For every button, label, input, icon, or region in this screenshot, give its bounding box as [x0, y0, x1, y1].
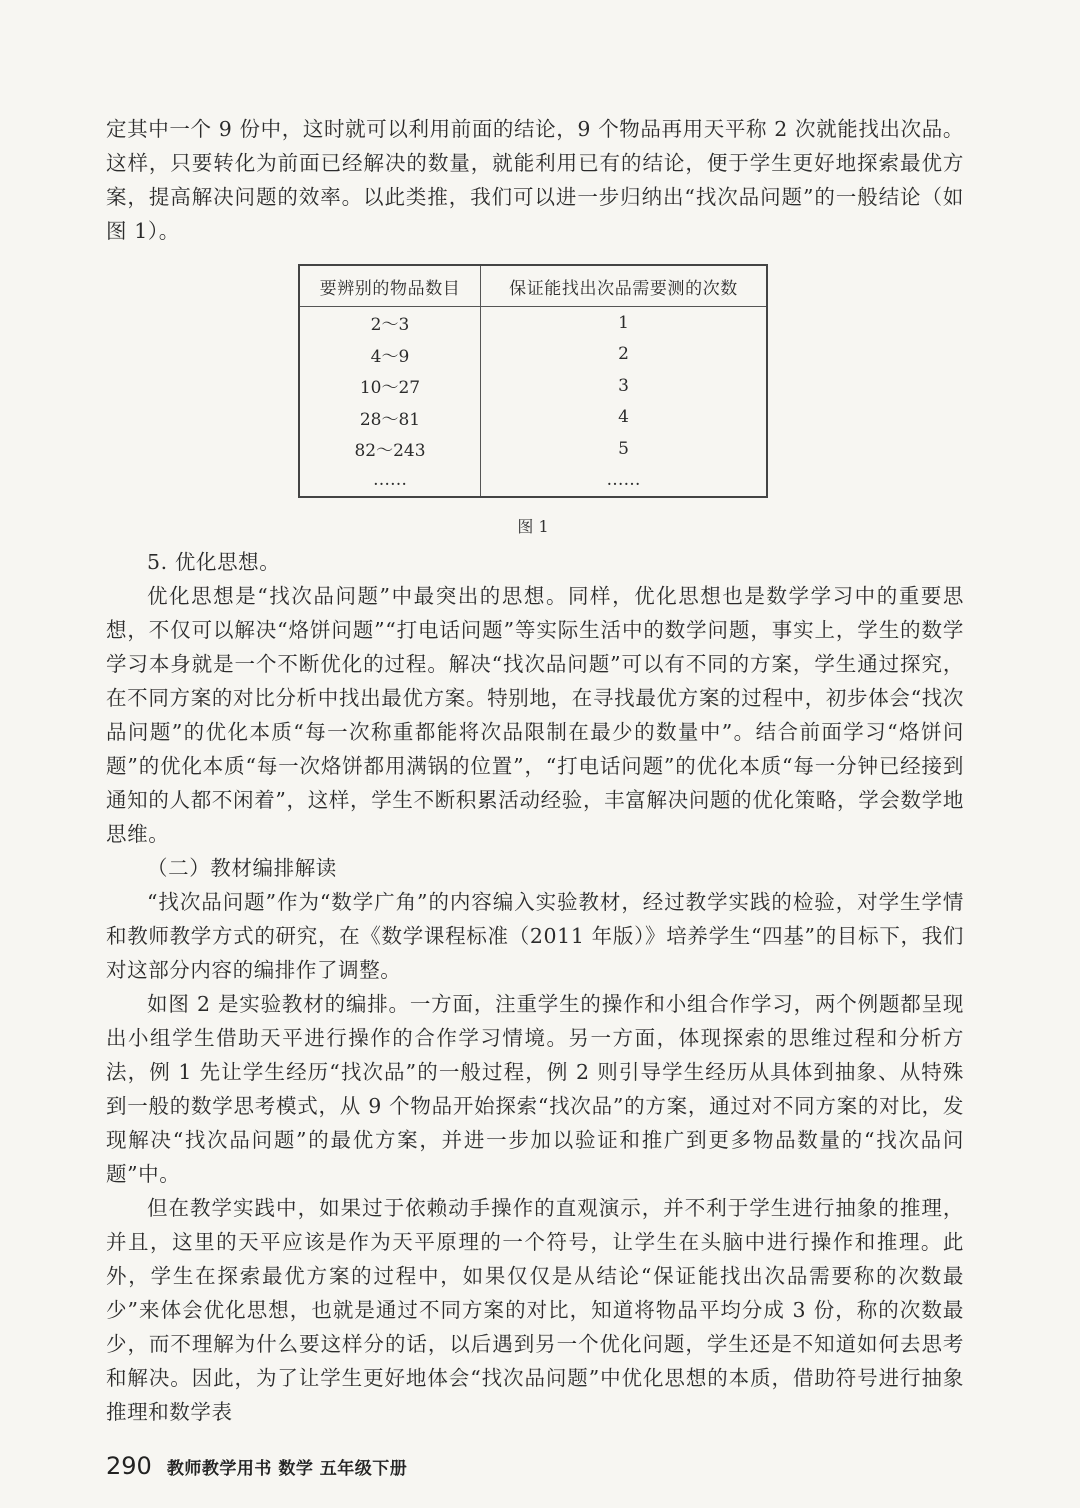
paragraph-optimization: 优化思想是“找次品问题”中最突出的思想。同样，优化思想也是数学学习中的重要思想，不仅可以解决“烙饼问题”“打电话问题”等实际生活中的数学问题，事实上，学生的数学学习本身就是一个不断优化的过程。解决“找次品问题”可以有不同的方案，学生通过探究，在不同方案的对比分析中找出最优方案。特别地，在寻找最优方案的过程中，初步体会“找次品问题”的优化本质“每一次称重都能将次品限制在最少的数量中”。结合前面学习“烙饼问题”的优化本质“每一次烙饼都用满锅的位置”，“打电话问题”的优化本质“每一分钟已经接到通知的人都不闲着”，这样，学生不断积累活动经验，丰富解决问题的优化策略，学会数学地思维。 [106, 584, 964, 846]
paragraph-textbook-3: 但在教学实践中，如果过于依赖动手操作的直观演示，并不利于学生进行抽象的推理，并且，这里的天平应该是作为天平原理的一个符号，让学生在头脑中进行操作和推理。此外，学生在探索最优方案的过程中，如果仅仅是从结论“保证能找出次品需要称的次数最少”来体会优化思想，也就是通过不同方案的对比，知道将物品平均分成 3 份，称的次数最少，而不理解为什么要这样分的话，以后遇到另一个优化问题，学生还是不知道如何去思考和解决。因此，为了让学生更好地体会“找次品问题”中优化思想的本质，借助符号进行抽象推理和数学表 [106, 1196, 964, 1424]
section-heading-optimization: 5. 优化思想。 [147, 550, 281, 574]
book-title: 教师教学用书 数学 五年级下册 [166, 1459, 408, 1479]
table-cell-weighings: 2 [618, 344, 629, 365]
table-row [299, 402, 767, 434]
table-cell-weighings: 1 [618, 312, 629, 333]
table-cell-weighings: 4 [618, 407, 629, 428]
page-footer [106, 1452, 407, 1480]
table-cell-items: …… [299, 465, 481, 498]
table-cell-items: 2～3 [299, 307, 481, 339]
page-number: 290 [106, 1452, 152, 1480]
paragraph-textbook-1: “找次品问题”作为“数学广角”的内容编入实验教材，经过教学实践的检验，对学生学情和教师教学方式的研究，在《数学课程标准（2011 年版）》培养学生“四基”的目标下，我们对这部分内容的编排作了调整。 [106, 890, 964, 982]
table-cell-items: 10～27 [299, 370, 481, 402]
table-row [299, 433, 767, 465]
table-cell-items: 82～243 [299, 433, 481, 465]
table-row [299, 465, 767, 498]
page-content [106, 112, 964, 1429]
table-cell-items: 28～81 [299, 402, 481, 434]
paragraph-intro: 定其中一个 9 份中，这时就可以利用前面的结论，9 个物品再用天平称 2 次就能找出次品。这样，只要转化为前面已经解决的数量，就能利用已有的结论，便于学生更好地探索最优方案，提高解决问题的效率。以此类推，我们可以进一步归纳出“找次品问题”的一般结论（如图 1）。 [106, 117, 964, 243]
figure-caption: 图 1 [517, 517, 549, 536]
table-row [299, 307, 767, 339]
figure-1 [298, 264, 768, 537]
table-header-items: 要辨别的物品数目 [299, 265, 481, 307]
table-header-row [299, 265, 767, 307]
table-cell-weighings: 3 [618, 375, 629, 396]
results-table [298, 264, 768, 498]
table-cell-items: 4～9 [299, 339, 481, 371]
table-header-weighings: 保证能找出次品需要测的次数 [481, 265, 768, 307]
table-cell-weighings: 5 [618, 438, 629, 459]
section-heading-textbook: （二）教材编排解读 [147, 856, 337, 880]
table-cell-weighings: …… [606, 470, 641, 491]
table-row [299, 370, 767, 402]
paragraph-textbook-2: 如图 2 是实验教材的编排。一方面，注重学生的操作和小组合作学习，两个例题都呈现出小组学生借助天平进行操作的合作学习情境。另一方面，体现探索的思维过程和分析方法，例 1 先让学生经历“找次品”的一般过程，例 2 则引导学生经历从具体到抽象、从特殊到一般的数学思考模式，从 9 个物品开始探索“找次品”的方案，通过对不同方案的对比，发现解决“找次品问题”的最优方案，并进一步加以验证和推广到更多物品数量的“找次品问题”中。 [106, 992, 964, 1186]
table-row [299, 339, 767, 371]
